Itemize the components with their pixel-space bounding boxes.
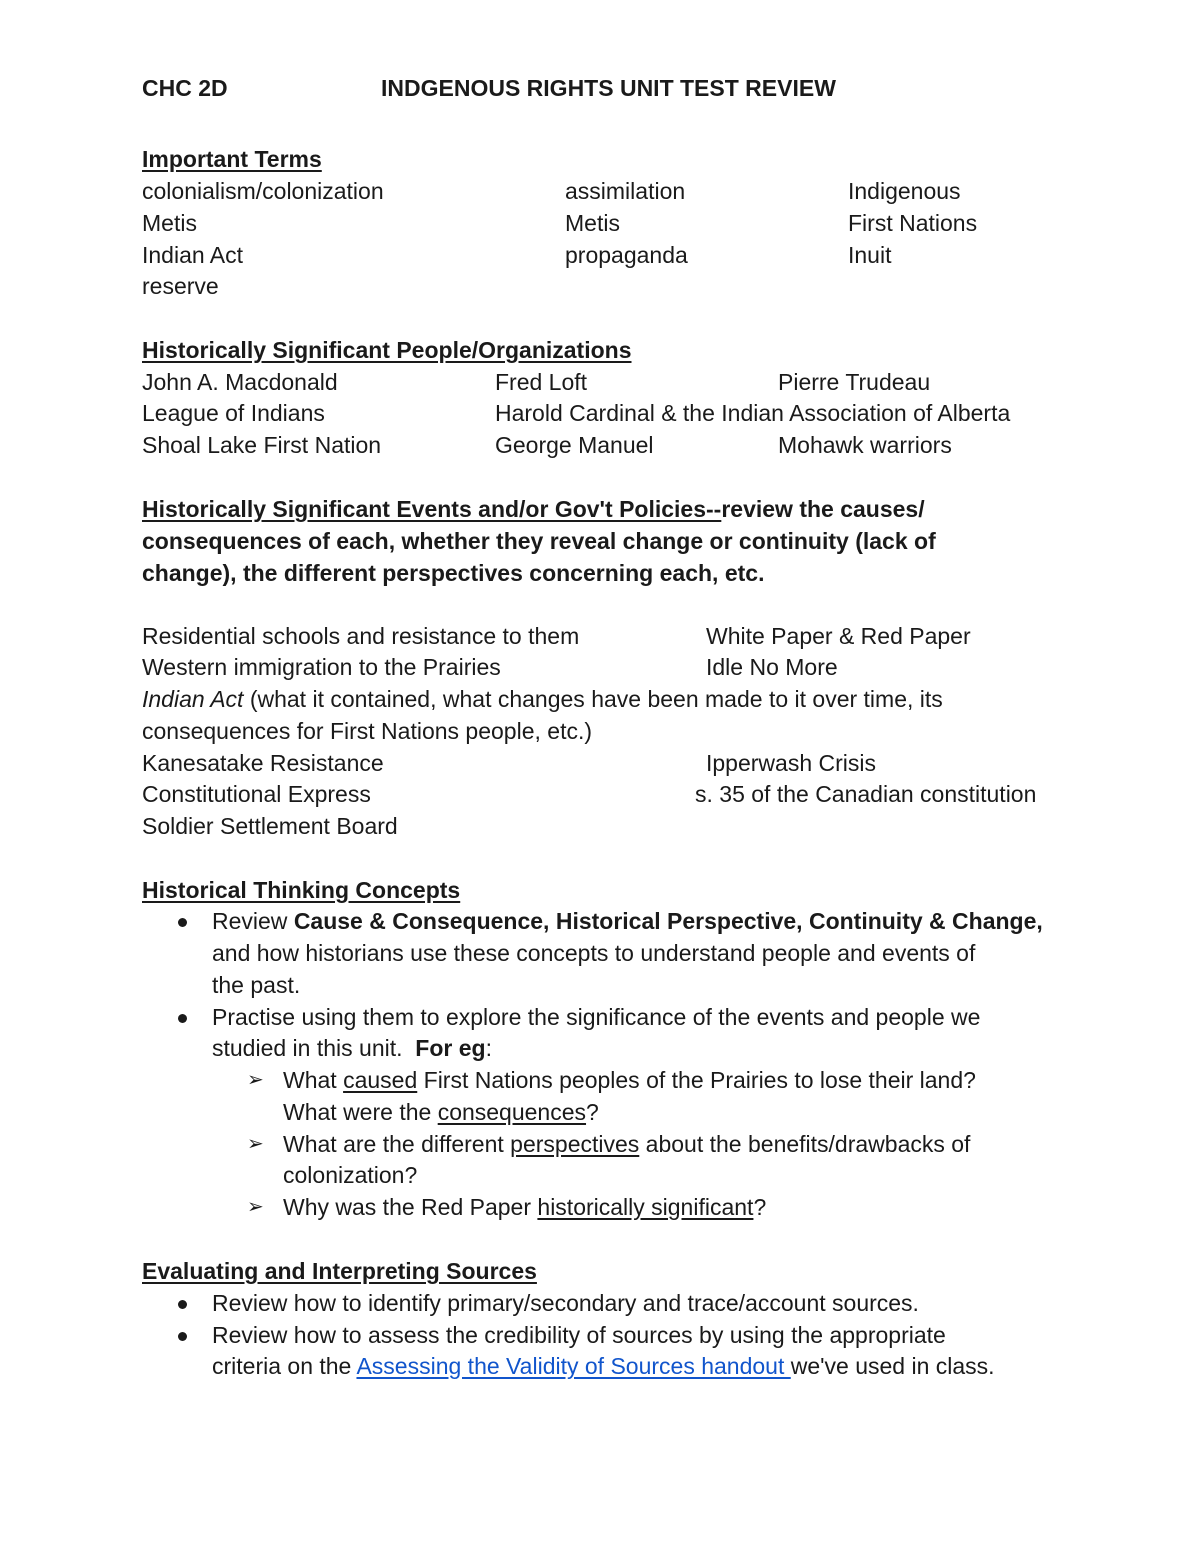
text: Review <box>212 908 294 934</box>
keyword: perspectives <box>510 1131 640 1157</box>
events-intro-line3: change), the different perspectives concerning each, etc. <box>142 560 765 586</box>
person-item: Mohawk warriors <box>778 432 952 458</box>
arrow-bullet-icon: ➢ <box>247 1133 264 1155</box>
bullet-icon <box>178 918 187 927</box>
people-heading: Historically Significant People/Organizations <box>142 337 632 363</box>
term-item: Inuit <box>848 242 892 268</box>
sources-bullet-1: Review how to identify primary/secondary and trace/account sources. <box>212 1290 919 1316</box>
sources-bullet-2-line2 <box>212 1350 995 1382</box>
concepts-list: Cause & Consequence, Historical Perspective, Continuity & Change, <box>293 908 1043 934</box>
event-item: Residential schools and resistance to them <box>142 623 580 649</box>
person-item: Shoal Lake First Nation <box>142 432 382 458</box>
term-item: colonialism/colonization <box>142 178 384 204</box>
thinking-bullet-2-line2 <box>212 1032 492 1064</box>
event-item: Ipperwash Crisis <box>706 750 876 776</box>
text: What were the <box>283 1099 438 1125</box>
arrow-bullet-icon: ➢ <box>247 1196 264 1218</box>
event-item: Constitutional Express <box>142 781 371 807</box>
thinking-bullet-1-line2: and how historians use these concepts to understand people and events of <box>212 940 976 966</box>
bullet-icon <box>178 1300 187 1309</box>
event-item: Western immigration to the Prairies <box>142 654 501 680</box>
person-item: Fred Loft <box>495 369 588 395</box>
example-question-1-line2 <box>283 1096 599 1128</box>
event-item: Kanesatake Resistance <box>142 750 384 776</box>
event-item: s. 35 of the Canadian constitution <box>695 781 1037 807</box>
terms-heading: Important Terms <box>142 146 322 172</box>
events-intro: review the causes/ <box>721 496 925 522</box>
events-intro-line2: consequences of each, whether they reveal change or continuity (lack of <box>142 528 936 554</box>
text: ? <box>753 1194 767 1220</box>
indian-act-label: Indian Act <box>142 686 244 712</box>
sources-bullet-2: Review how to assess the credibility of sources by using the appropriate <box>212 1322 946 1348</box>
text: What <box>283 1067 344 1093</box>
text: about the benefits/drawbacks of <box>639 1131 971 1157</box>
text: criteria on the <box>212 1353 357 1379</box>
term-item: propaganda <box>565 242 688 268</box>
person-item: League of Indians <box>142 400 325 426</box>
validity-handout-link[interactable]: Assessing the Validity of Sources handout <box>356 1353 791 1379</box>
events-heading-line <box>142 493 925 525</box>
text: Why was the Red Paper <box>283 1194 538 1220</box>
thinking-bullet-1 <box>212 905 1043 937</box>
arrow-bullet-icon: ➢ <box>247 1069 264 1091</box>
term-item: reserve <box>142 273 219 299</box>
text: we've used in class. <box>790 1353 995 1379</box>
text: ? <box>586 1099 599 1125</box>
for-eg: For eg <box>415 1035 486 1061</box>
person-item: Pierre Trudeau <box>778 369 931 395</box>
example-question-2-line2: colonization? <box>283 1162 418 1188</box>
thinking-bullet-1-line3: the past. <box>212 972 301 998</box>
text: What are the different <box>283 1131 511 1157</box>
term-item: Metis <box>565 210 620 236</box>
keyword: historically significant <box>537 1194 754 1220</box>
bullet-icon <box>178 1332 187 1341</box>
term-item: Indigenous <box>848 178 961 204</box>
page-title: INDGENOUS RIGHTS UNIT TEST REVIEW <box>381 75 836 101</box>
person-item: George Manuel <box>495 432 654 458</box>
events-heading: Historically Significant Events and/or Gov't Policies-- <box>142 496 722 522</box>
text: studied in this unit. <box>212 1035 416 1061</box>
keyword: consequences <box>437 1099 587 1125</box>
term-item: assimilation <box>565 178 686 204</box>
person-item: Harold Cardinal & the Indian Association of Alberta <box>495 400 1011 426</box>
course-code: CHC 2D <box>142 75 228 101</box>
example-question-2 <box>283 1128 970 1160</box>
term-item: First Nations <box>848 210 978 236</box>
thinking-bullet-2: Practise using them to explore the significance of the events and people we <box>212 1004 981 1030</box>
event-item: Idle No More <box>706 654 838 680</box>
example-question-1 <box>283 1064 976 1096</box>
bullet-icon <box>178 1014 187 1023</box>
person-item: John A. Macdonald <box>142 369 338 395</box>
indian-act-desc: (what it contained, what changes have been made to it over time, its <box>243 686 943 712</box>
event-item: Soldier Settlement Board <box>142 813 398 839</box>
event-item: White Paper & Red Paper <box>706 623 971 649</box>
indian-act-desc-line2: consequences for First Nations people, etc.) <box>142 718 593 744</box>
event-item-indian-act <box>142 683 943 715</box>
text: First Nations peoples of the Prairies to lose their land? <box>417 1067 976 1093</box>
thinking-heading: Historical Thinking Concepts <box>142 877 461 903</box>
text: : <box>485 1035 492 1061</box>
example-question-3 <box>283 1191 766 1223</box>
keyword: caused <box>343 1067 418 1093</box>
term-item: Metis <box>142 210 197 236</box>
term-item: Indian Act <box>142 242 244 268</box>
sources-heading: Evaluating and Interpreting Sources <box>142 1258 537 1284</box>
